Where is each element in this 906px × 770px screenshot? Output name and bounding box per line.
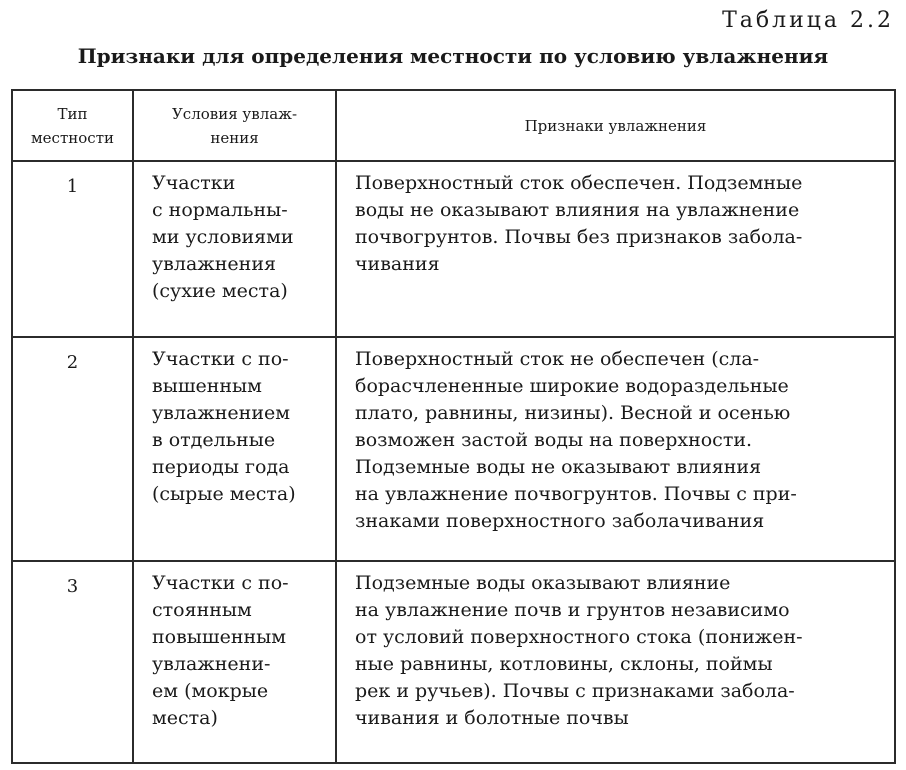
header-signs: Признаки увлажнения <box>524 116 707 135</box>
moisture-table <box>11 89 896 764</box>
row2-conditions: Участки с по- вышенным увлажнением в отдельные периоды года (сырые места) <box>152 348 296 505</box>
row2-signs: Поверхностный сток не обеспечен (сла- борасчлененные широкие водораздельные плато, равнины, низины). Весной и осенью возможен застой воды на поверхности. Подземные воды не оказывают влияния на увлажнение почвогрунтов. Почвы с при- знаками поверхностного заболачивания <box>355 348 797 532</box>
row1-type: 1 <box>66 176 79 197</box>
table-number-label: Таблица 2.2 <box>722 8 894 33</box>
header-conditions: Условия увлаж- нения <box>171 104 298 147</box>
table-title: Признаки для определения местности по условию увлажнения <box>77 44 829 68</box>
row2-type: 2 <box>66 352 79 373</box>
row1-signs: Поверхностный сток обеспечен. Подземные воды не оказывают влияния на увлажнение почвогрунтов. Почвы без признаков забола- чивания <box>355 172 803 275</box>
row3-conditions: Участки с по- стоянным повышенным увлажнени- ем (мокрые места) <box>152 572 289 729</box>
row1-conditions: Участки с нормальны- ми условиями увлажнения (сухие места) <box>152 172 294 302</box>
row3-signs: Подземные воды оказывают влияние на увлажнение почв и грунтов независимо от условий поверхностного стока (понижен- ные равнины, котловины, склоны, поймы рек и ручьев). Почвы с признаками забола- чивания и болотные почвы <box>355 572 803 729</box>
header-type: Тип местности <box>31 104 114 147</box>
row3-type: 3 <box>66 576 79 597</box>
